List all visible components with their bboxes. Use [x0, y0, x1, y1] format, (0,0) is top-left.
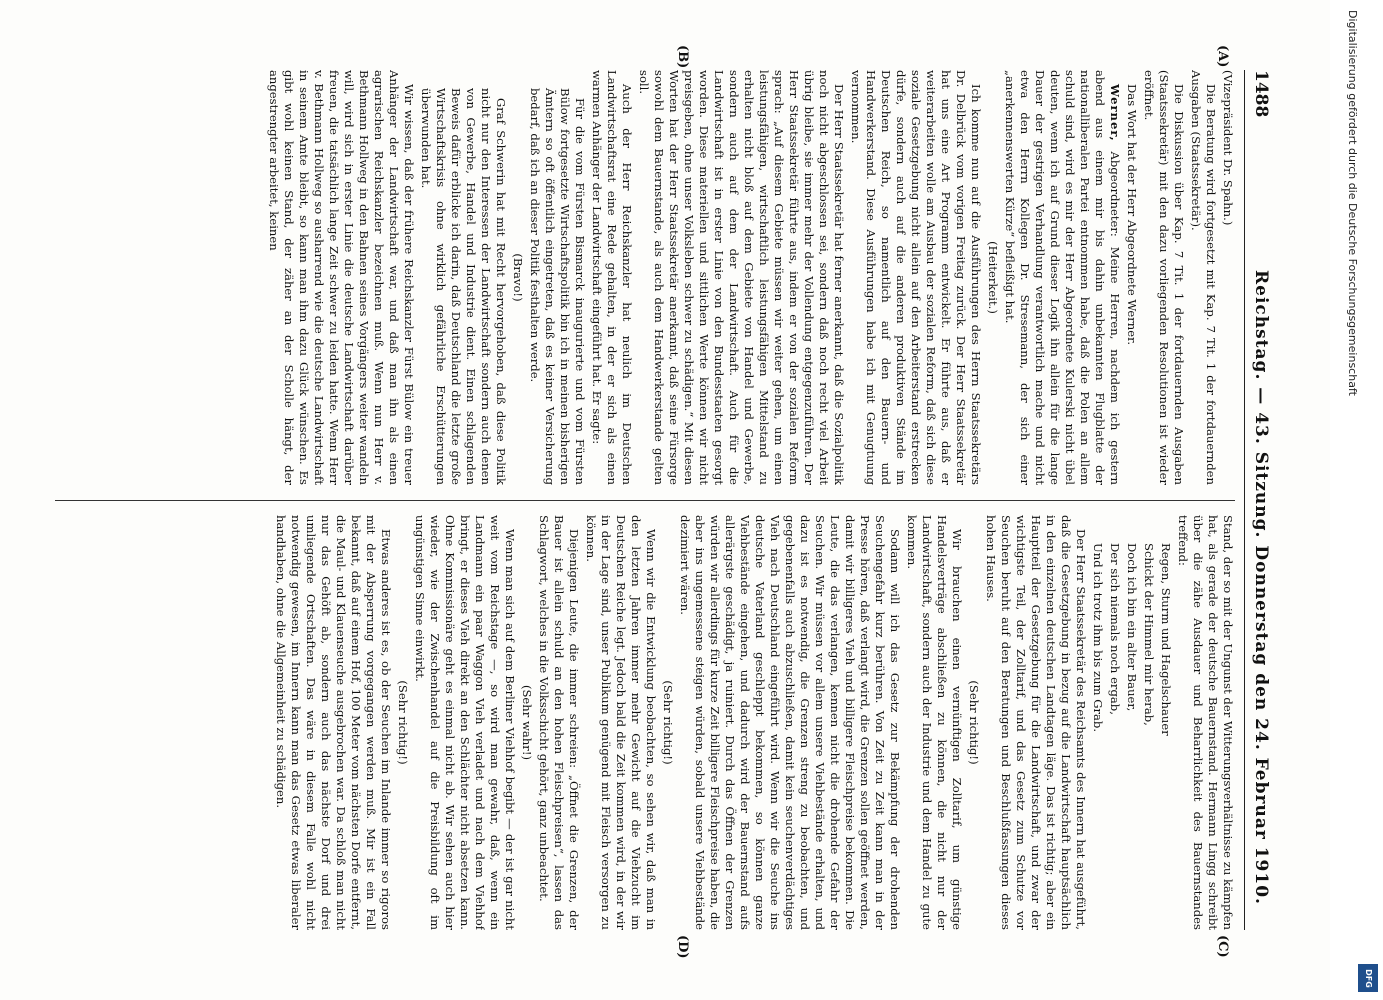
paragraph: (Sehr richtig!) — [967, 680, 981, 765]
paragraph: Der Herr Staatssekretär des Reichsamts des Innern hat ausgeführt, daß die Gesetzgebung in bezug auf die Landwirtschaft hauptsächlich in den einzelnen deutschen Landtagen läge. Das ist richtig; aber ein Hauptteil der Gesetzgebung für die Landwirtschaft, und zwar der wichtigste Teil, der Zolltarif, und das Gesetz zum Schutze vor Seuchen beruht auf den Beratungen und Beschlußfassungen dieses hohen Hauses. — [984, 515, 1088, 930]
speech-text: Abgeordneter: Meine Herren, nachdem ich gestern abend aus einem mir bis dahin unbekannten Flugblatte der nationalliberalen Partei entnommen habe, daß die Polen an allem schuld sind, wird es mir der Herr Abgeordnete Kulerski nicht übel deuten, wenn ich auf Grund dieser Logik ihn allein für die lange Dauer der gestrigen Verhandlung verantwortlich mache und nicht etwa den Herrn Kollegen Dr. Stresemann, der sich einer „anerkennenswerten Kürze“ befleißigt hat. — [1003, 70, 1122, 485]
paragraph: Stand, der so mit der Ungunst der Witterungsverhältnisse zu kämpfen hat, als gerade der deutsche Bauernstand. Hermann Lingg schreibt über die zähe Ausdauer und Beharrlichkeit des Bauernstandes treffend: — [1176, 515, 1235, 930]
paragraph: Wir wissen, daß der frühere Reichskanzler Fürst Bülow ein treuer Anhänger der Landwirtschaft war, und daß man ihn als einen agrarischen Reichskanzler bezeichnen muß. Wenn nun Herr v. Bethmann Hollweg in den Bahnen seines Vorgängers weiter wandeln will, wird sich in erster Linie die deutsche Landwirtschaft darüber freuen, die tatsächlich lange Zeit schwer zu leiden hatte. Wenn Herr v. Bethmann Hollweg so ausharrend wie die deutsche Landwirtschaft in seinem Amte bleibt, so kann man ihm dazu Glück wünschen. Es gibt wohl keinen Stand, der zäher an der Scholle hängt, der angestrengter arbeitet, keinen — [267, 70, 416, 485]
paragraph: Diejenigen Leute, die immer schreien: „Öffnet die Grenzen, der Bauer ist allein schuld an den hohen Fleischpreisen“, lassen das Schlagwort, welches in die Volksschicht gehört, ganz unbeachtet. — [537, 515, 581, 930]
speaker-name: Werner, — [1108, 84, 1122, 142]
margin-marker-a: (A) — [1215, 45, 1230, 68]
column-divider — [55, 500, 1235, 501]
margin-marker-c: (C) — [1215, 935, 1230, 958]
dfg-logo-text: DFG — [1363, 968, 1373, 988]
paragraph: Auch der Herr Reichskanzler hat neulich im Deutschen Landwirtschaftsrat eine Rede gehalten, in der er sich als einen warmen Anhänger der Landwirtschaft eingeführt hat. Er sagte: — [590, 70, 634, 485]
margin-marker-b: (B) — [675, 45, 690, 69]
paragraph: (Bravo!) — [511, 253, 525, 302]
digitization-credit: Digitalisierung gefördert durch die Deutsche Forschungsgemeinschaft — [1346, 10, 1359, 396]
paragraph: Doch ich bin ein alter Bauer, — [1125, 543, 1139, 712]
paragraph: Der Herr Staatssekretär hat ferner anerkannt, daß die Sozialpolitik noch nicht abgeschlossen sei, sondern daß noch recht viel Arbeit übrig bleibe, sie immer mehr der Vollendung entgegenzuführen. Der Herr Staatssekretär führte aus, indem er von der sozialen Reform sprach: „Auf diesem Gebiete müssen wir weiter gehen, um einen leistungsfähigen, wirtschaftlich leistungsfähigen Mittelstand zu erhalten nicht bloß auf dem Gebiete von Handel und Gewerbe, sondern auch auf dem der Landwirtschaft. Auch für die Landwirtschaft ist in erster Linie von den Bundesstaaten gesorgt worden. Diese materiellen und sittlichen Werte können wir nicht preisgeben, ohne unser Volksleben schwer zu schädigen.“ Mit diesen Worten hat der Herr Staatssekretär anerkannt, daß seine Fürsorge sowohl dem Bauernstande, als auch dem Handwerkerstande gelten soll. — [637, 70, 846, 485]
paragraph: Die Diskussion über Kap. 7 Tit. 1 der fortdauernden Ausgaben (Staatssekretär) mit den dazu vorliegenden Resolutionen ist wieder eröffnet. — [1142, 70, 1186, 485]
paragraph: Etwas anderes ist es, ob der Seuchen im Inlande immer so rigoros mit der Absperrung vorgegangen werden muß. Mir ist ein Fall bekannt, daß auf einem Hof, 100 Meter vom nächsten Dorfe entfernt, die Maul- und Klauenseuche ausgebrochen war. Da schloß man nicht nur das Gehöft ab, sondern auch das nächste Dorf und drei umliegende Ortschaften. Das wäre in diesem Falle wohl nicht notwendig gewesen, im Innern kann man das Gesetz etwas liberaler handhaben, ohne die Allgemeinheit zu schädigen. — [274, 515, 393, 930]
paragraph: Schickt der Himmel mir herab, — [1142, 543, 1156, 726]
paragraph: Für die vom Fürsten Bismarck inaugurierte und vom Fürsten Bülow fortgesetzte Wirtschaftspolitik bin ich in meinen bisherigen Ämtern so oft öffentlich eingetreten, daß es keiner Versicherung bedarf, daß ich an dieser Politik festhalten werde. — [528, 88, 587, 485]
right-text-column — [55, 515, 1235, 930]
paragraph: Das Wort hat der Herr Abgeordnete Werner. — [1125, 84, 1139, 346]
paragraph — [1002, 70, 1122, 485]
paragraph: Ich komme nun auf die Ausführungen des Herrn Staatssekretärs Dr. Delbrück vom vorigen Freitag zurück. Der Herr Staatssekretär hat uns eine Art Programm entwickelt. Er führte aus, daß er weiterarbeiten wolle am Ausbau der sozialen Reform, daß sich diese soziale Gesetzgebung nicht allein auf den Arbeiterstand erstrecken dürfe, sondern auch auf die anderen produktiven Stände im Deutschen Reich, so namentlich auf den Bauern- und Handwerkerstand. Diese Ausführungen habe ich mit Genugtuung vernommen. — [849, 70, 983, 485]
margin-marker-d: (D) — [675, 935, 690, 959]
paragraph: Wenn wir die Entwicklung beobachten, so sehen wir, daß man in den letzten Jahren immer mehr Gewicht auf die Viehzucht im Deutschen Reiche legt. Jedoch bald die Zeit kommen wird, in der wir in der Lage sind, unser Publikum genügend mit Fleisch versorgen zu können. — [584, 515, 658, 930]
paragraph: Wir brauchen einen vernünftigen Zolltarif, um günstige Handelsverträge abschließen zu können, die nicht nur der Landwirtschaft, sondern auch der Industrie und dem Handel zu gute kommen. — [905, 515, 964, 930]
paragraph: Der sich niemals noch ergab, — [1108, 543, 1122, 715]
paragraph: (Sehr richtig!) — [396, 680, 410, 765]
page-number: 1488 — [1251, 70, 1271, 118]
paragraph: (Vizepräsident Dr. Spahn.) — [1221, 70, 1235, 226]
paragraph: Regen, Sturm und Hagelschauer — [1159, 543, 1173, 736]
paragraph: (Heiterkeit.) — [986, 241, 1000, 314]
page-title: Reichstag. — 43. Sitzung. Donnerstag den 24. Februar 1910. — [1251, 270, 1271, 905]
paragraph: Und ich trotz ihm bis zum Grab. — [1091, 543, 1105, 733]
left-text-column — [55, 70, 1235, 485]
paragraph: Graf Schwerin hat mit Recht hervorgehoben, daß diese Politik nicht nur den Interessen der Landwirtschaft sondern auch denen von Gewerbe, Handel und Industrie dient. Einen schlagenden Beweis dafür erblicke ich darin, daß Deutschland die letzte große Wirtschaftskrisis ohne wirklich gefährliche Erschütterungen überwunden hat. — [419, 88, 508, 485]
paragraph: Wenn man sich auf dem Berliner Viehhof begibt — der ist gar nicht weit vom Reichstage —, so wird man gewahr, daß, wenn ein Landmann ein paar Waggon Vieh verladet und nach dem Viehhof bringt, er dieses Vieh direkt an den Schlächter nicht absetzen kann. Ohne Kommissionäre geht es einmal nicht ab. Wir sehen auch hier wieder, wie der Zwischenhandel auf die Preisbildung oft im ungünstigen Sinne einwirkt. — [413, 515, 517, 930]
paragraph: (Sehr wahr!) — [520, 684, 534, 761]
paragraph: (Sehr richtig!) — [661, 680, 675, 765]
paragraph: Die Beratung wird fortgesetzt mit Kap. 7 Tit. 1 der fortdauernden Ausgaben (Staatssekretär). — [1189, 70, 1218, 485]
paragraph: Sodann will ich das Gesetz zur Bekämpfung der drohenden Seuchengefahr kurz berühren. Von Zeit zu Zeit kann man in der Presse hören, daß verlangt wird, die Grenzen sollen geöffnet werden, damit wir billigeres Vieh und billigere Fleischpreise bekommen. Die Leute, die das verlangen, kennen nicht die drohende Gefahr der Seuchen. Wir müssen vor allem unsere Viehbestände erhalten, und dazu ist es notwendig, die Grenzen streng zu beobachten, und gegebenenfalls auch abzuschließen, damit kein seuchenverdächtiges Vieh nach Deutschland eingeführt wird. Wenn wir die Seuche ins deutsche Vaterland geschleppt bekommen, so können ganze Viehbestände eingehen, und dadurch wird der Bauernstand aufs allerärgste geschädigt, ja ruiniert. Durch das Öffnen der Grenzen würden wir allerdings für kurze Zeit billigere Fleischpreise haben, die aber ins ungemessene steigen würden, sobald unsere Viehbestände dezimiert wären. — [678, 515, 902, 930]
dfg-logo — [1358, 964, 1378, 992]
page-header — [1244, 70, 1275, 930]
